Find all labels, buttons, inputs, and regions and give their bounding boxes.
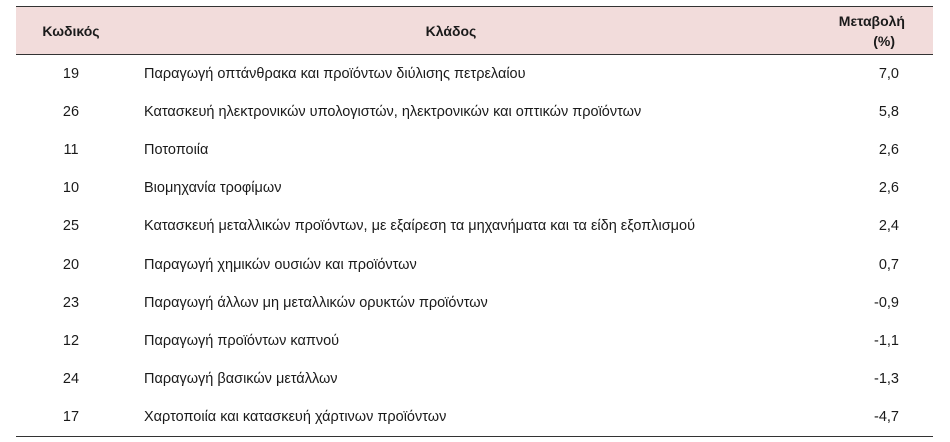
table-body <box>16 55 933 437</box>
table-row <box>16 169 933 207</box>
code-cell: 17 <box>62 409 80 426</box>
sector-cell: Βιομηχανία τροφίμων <box>144 180 282 197</box>
code-cell: 12 <box>62 332 80 349</box>
table-row <box>16 284 933 322</box>
change-cell: 5,8 <box>878 103 899 120</box>
sector-cell: Κατασκευή μεταλλικών προϊόντων, με εξαίρεση τα μηχανήματα και τα είδη εξοπλισμού <box>144 218 695 235</box>
code-cell: 24 <box>62 371 80 388</box>
change-cell: 2,6 <box>878 180 899 197</box>
header-sector: Κλάδος <box>425 22 477 39</box>
header-row <box>16 7 933 55</box>
code-cell: 26 <box>62 103 80 120</box>
table-row <box>16 322 933 360</box>
sector-cell: Κατασκευή ηλεκτρονικών υπολογιστών, ηλεκτρονικών και οπτικών προϊόντων <box>144 103 642 120</box>
header-code: Κωδικός <box>42 22 100 39</box>
change-cell: 0,7 <box>878 256 899 273</box>
change-cell: -1,1 <box>874 332 899 349</box>
code-cell: 11 <box>63 141 79 158</box>
change-cell: 2,4 <box>878 218 899 235</box>
sector-cell: Παραγωγή προϊόντων καπνού <box>144 332 340 349</box>
sector-cell: Χαρτοποιία και κατασκευή χάρτινων προϊόντων <box>144 409 447 426</box>
table-row <box>16 93 933 131</box>
code-cell: 23 <box>62 294 80 311</box>
header-change <box>776 7 933 55</box>
code-cell: 19 <box>62 65 80 82</box>
table-row <box>16 245 933 283</box>
sector-cell: Ποτοποιία <box>144 141 209 158</box>
code-cell: 25 <box>62 218 80 235</box>
code-cell: 10 <box>62 180 80 197</box>
sector-cell: Παραγωγή χημικών ουσιών και προϊόντων <box>144 256 417 273</box>
table-row <box>16 360 933 398</box>
change-cell: -0,9 <box>874 294 899 311</box>
sector-change-table <box>16 6 933 437</box>
change-cell: -1,3 <box>874 371 899 388</box>
sector-cell: Παραγωγή οπτάνθρακα και προϊόντων διύλισης πετρελαίου <box>144 65 526 82</box>
change-cell: 7,0 <box>878 65 899 82</box>
table-row <box>16 55 933 93</box>
sector-cell: Παραγωγή άλλων μη μεταλλικών ορυκτών προϊόντων <box>144 294 488 311</box>
change-cell: -4,7 <box>874 409 899 426</box>
sector-change-table-container <box>16 6 933 437</box>
header-change-line1: Μεταβολή <box>838 12 905 29</box>
table-row <box>16 207 933 245</box>
change-cell: 2,6 <box>878 141 899 158</box>
table-row <box>16 398 933 436</box>
table-header <box>16 7 933 55</box>
code-cell: 20 <box>62 256 80 273</box>
table-row <box>16 131 933 169</box>
header-change-line2: (%) <box>873 32 895 49</box>
sector-cell: Παραγωγή βασικών μετάλλων <box>144 371 338 388</box>
